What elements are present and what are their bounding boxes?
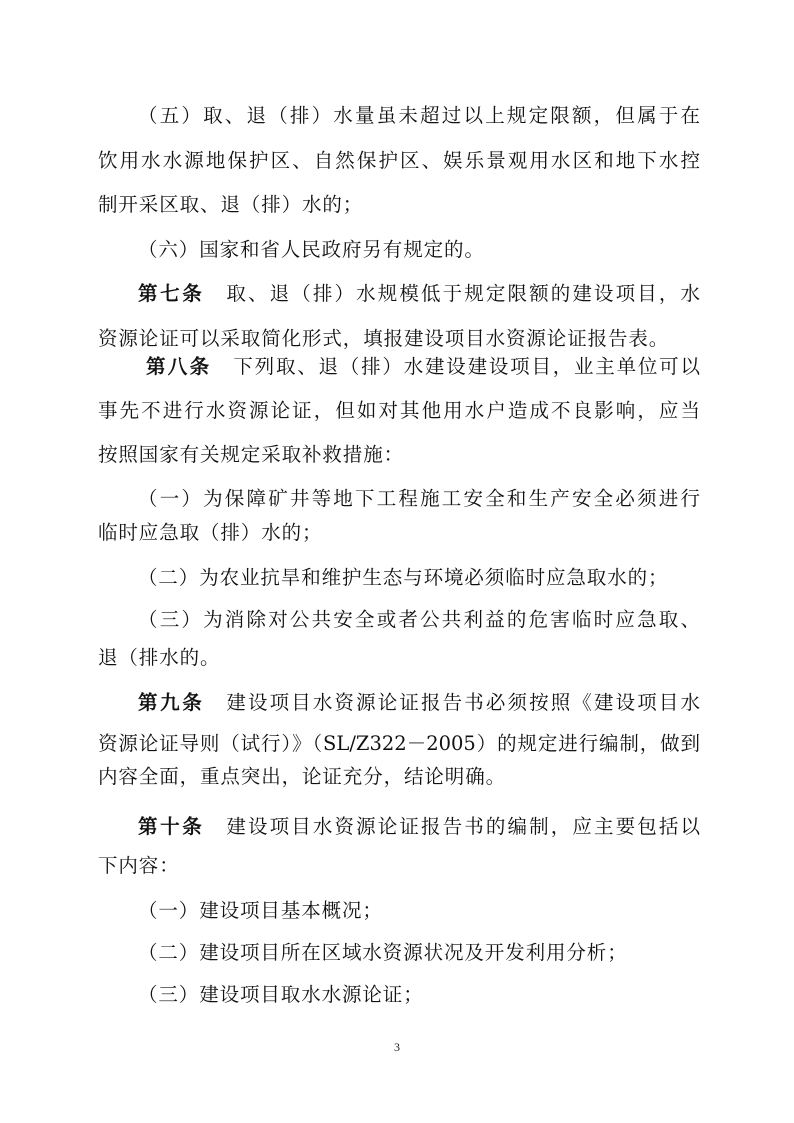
article-label: 第八条 <box>146 355 212 378</box>
text-line: 事先不进行水资源论证，但如对其他用水户造成不良影响，应当 <box>98 399 700 422</box>
article-label: 第十条 <box>138 815 205 838</box>
page-number: 3 <box>394 1040 400 1054</box>
text-line: （三）建设项目取水水源论证； <box>138 983 424 1006</box>
text-line: 临时应急取（排）水的； <box>98 521 323 544</box>
text-line: 退（排水的。 <box>98 646 221 669</box>
text-line: （一）建设项目基本概况； <box>138 899 383 922</box>
article-label: 第九条 <box>138 691 205 714</box>
text-line: （二）为农业抗旱和维护生态与环境必须临时应急取水的； <box>138 566 669 589</box>
article-line <box>138 689 700 717</box>
text-line: 资源论证可以采取简化形式，填报建设项目水资源论证报告表。 <box>98 327 670 350</box>
text-line: 饮用水水源地保护区、自然保护区、娱乐景观用水区和地下水控 <box>98 149 700 172</box>
text-line: （二）建设项目所在区域水资源状况及开发利用分析； <box>138 941 628 964</box>
text-line: （五）取、退（排）水量虽未超过以上规定限额，但属于在 <box>138 104 700 127</box>
text-line: 按照国家有关规定采取补救措施： <box>98 443 405 466</box>
article-line <box>146 353 700 381</box>
text-line: 资源论证导则（试行）》（SL/Z322－2005）的规定进行编制，做到 <box>98 732 700 755</box>
text-line: （一）为保障矿井等地下工程施工安全和生产安全必须进行 <box>138 487 700 510</box>
article-text: 下列取、退（排）水建设建设项目，业主单位可以 <box>233 355 700 378</box>
text-line: （三）为消除对公共安全或者公共利益的危害临时应急取、 <box>138 608 700 631</box>
article-line <box>138 280 700 308</box>
text-line: （六）国家和省人民政府另有规定的。 <box>138 238 485 261</box>
article-text: 建设项目水资源论证报告书的编制，应主要包括以 <box>226 815 700 838</box>
article-text: 建设项目水资源论证报告书必须按照《建设项目水 <box>226 691 700 714</box>
article-text: 取、退（排）水规模低于规定限额的建设项目，水 <box>226 282 700 305</box>
text-line: 制开采区取、退（排）水的； <box>98 193 364 216</box>
article-line <box>138 813 700 841</box>
text-line: 下内容： <box>98 854 180 877</box>
article-label: 第七条 <box>138 282 205 305</box>
text-line: 内容全面，重点突出，论证充分，结论明确。 <box>98 765 507 788</box>
